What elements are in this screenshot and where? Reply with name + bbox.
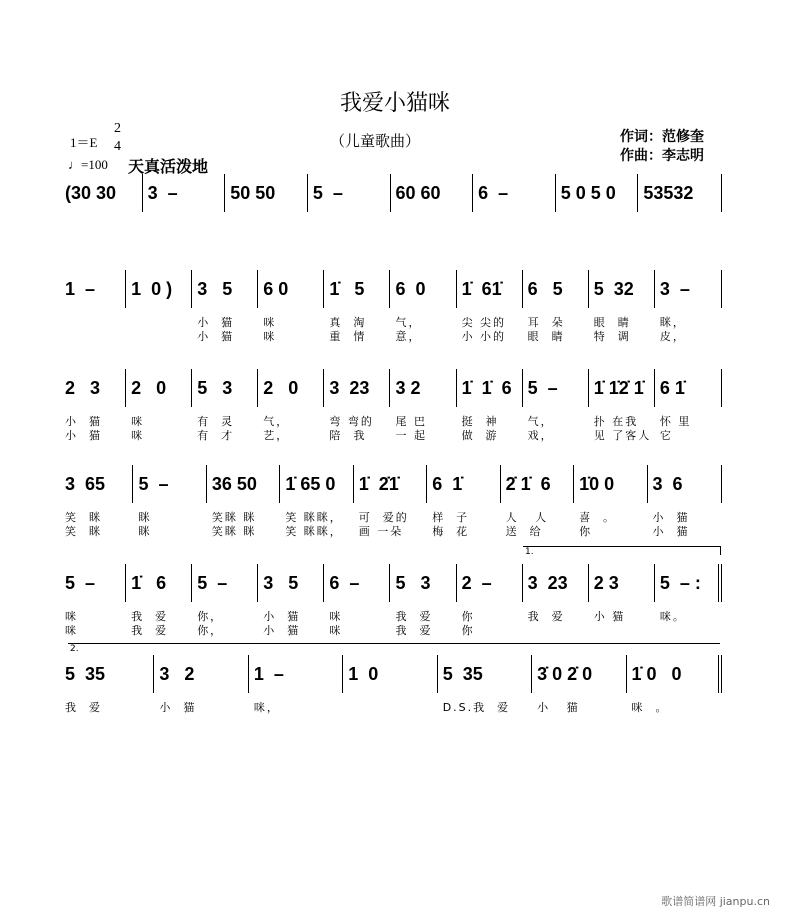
measure-notes: 5 – bbox=[527, 378, 558, 398]
lyric-verse-2: 戏， bbox=[527, 429, 554, 442]
lyric-verse-2: 意， bbox=[395, 330, 422, 343]
lyric-verse-2: 有 才 bbox=[197, 429, 235, 442]
staff-row bbox=[60, 174, 720, 212]
measure bbox=[224, 174, 307, 212]
measure bbox=[588, 270, 654, 343]
measure-notes: 5 0 5 0 bbox=[560, 183, 616, 203]
measure bbox=[60, 564, 125, 637]
measure-notes: 1 – bbox=[253, 664, 284, 684]
measure-notes: 2 3 bbox=[65, 378, 101, 398]
measure bbox=[389, 369, 455, 442]
lyric-verse-1: 咪 bbox=[263, 316, 277, 329]
measure-notes: 3 23 bbox=[527, 573, 568, 593]
measure-notes: 2 3 bbox=[593, 573, 619, 593]
lyric-verse-1: 小 猫 bbox=[65, 415, 102, 428]
lyric-verse-2: 小 猫 bbox=[65, 429, 102, 442]
measure-notes: 6 5 bbox=[527, 279, 563, 299]
measure-notes: 5 – bbox=[138, 474, 169, 494]
lyric-verse-1: 我 爱 bbox=[395, 610, 433, 623]
measure bbox=[132, 465, 205, 538]
lyric-verse-2: 咪 bbox=[65, 624, 78, 637]
measure-notes: 1̇ 1̇2̇ 1̇ bbox=[593, 378, 644, 398]
lyric-verse-2: 送 给 bbox=[505, 525, 543, 538]
lyric-verse-1: 气， bbox=[395, 316, 422, 329]
measure bbox=[588, 564, 654, 623]
lyric-verse-1: 咪， bbox=[253, 701, 280, 714]
lyric-verse-2: 眼 睛 bbox=[527, 330, 565, 343]
measure bbox=[248, 655, 342, 714]
measure bbox=[307, 174, 390, 212]
measure bbox=[60, 655, 153, 714]
measure-notes: 5 – : bbox=[659, 573, 701, 593]
lyricist: 作词：范修奎 bbox=[620, 129, 704, 145]
measure bbox=[390, 174, 473, 212]
lyric-verse-1: 样 子 bbox=[432, 511, 470, 524]
measure bbox=[60, 369, 125, 442]
lyric-verse-1: 我 爱 bbox=[65, 701, 102, 714]
volta-2: 2. bbox=[68, 643, 720, 654]
lyric-verse-2: 小 猫 bbox=[263, 624, 301, 637]
measure-notes: 3 2 bbox=[159, 664, 195, 684]
measure-notes: 6 0 bbox=[395, 279, 426, 299]
measure-notes: 6 0 bbox=[263, 279, 289, 299]
measure-notes: 5 35 bbox=[442, 664, 483, 684]
lyric-verse-1: 弯 弯的 bbox=[329, 415, 374, 428]
measure-notes: 5 32 bbox=[593, 279, 634, 299]
lyric-verse-2: 笑眯 眯 bbox=[211, 525, 257, 538]
measure bbox=[279, 465, 352, 538]
measure-notes: 60 60 bbox=[395, 183, 441, 203]
time-sig-bottom: 4 bbox=[114, 139, 121, 154]
key-signature: 1＝E bbox=[70, 135, 98, 150]
lyric-verse-2: 我 爱 bbox=[395, 624, 433, 637]
staff-row bbox=[60, 564, 720, 637]
measure bbox=[389, 564, 455, 637]
measure-notes: 3 2 bbox=[395, 378, 421, 398]
measure-notes: 1̇ 6 bbox=[131, 573, 167, 593]
measure bbox=[342, 655, 436, 693]
measure-notes: 6 – bbox=[478, 183, 509, 203]
measure-notes: 2 0 bbox=[263, 378, 299, 398]
measure bbox=[555, 174, 638, 212]
lyric-verse-1: 咪 bbox=[329, 610, 343, 623]
lyric-verse-1: 喜 。 bbox=[579, 511, 617, 524]
measure-notes: 5 3 bbox=[395, 573, 431, 593]
lyric-verse-1: 气， bbox=[527, 415, 554, 428]
measure-notes: 3 23 bbox=[329, 378, 370, 398]
barline bbox=[721, 270, 722, 308]
lyric-verse-1: 怀 里 bbox=[659, 415, 692, 428]
measure bbox=[637, 174, 720, 212]
measure bbox=[626, 655, 720, 714]
lyric-verse-1: 真 淘 bbox=[329, 316, 367, 329]
lyric-verse-2: 眯 bbox=[138, 525, 152, 538]
lyric-verse-2: 一 起 bbox=[395, 429, 427, 442]
measure-notes: 5 – bbox=[312, 183, 343, 203]
barline bbox=[718, 655, 722, 693]
lyric-verse-1: 眯 bbox=[138, 511, 152, 524]
lyric-verse-2: 我 爱 bbox=[131, 624, 169, 637]
measure-notes: 3 – bbox=[659, 279, 690, 299]
measure-notes: 5 – bbox=[197, 573, 228, 593]
measure bbox=[60, 465, 132, 538]
measure bbox=[654, 270, 720, 343]
measure-notes: (30 30 bbox=[65, 183, 117, 203]
lyric-verse-2: 咪 bbox=[263, 330, 277, 343]
tempo-marking: ♩=100 bbox=[68, 157, 108, 172]
lyric-verse-1: 尾 巴 bbox=[395, 415, 427, 428]
measure bbox=[125, 270, 191, 308]
lyric-verse-2: 你， bbox=[197, 624, 224, 637]
measure bbox=[437, 655, 531, 714]
measure bbox=[60, 270, 125, 308]
measure bbox=[60, 174, 142, 212]
barline bbox=[721, 174, 722, 212]
lyric-verse-1: 你 bbox=[461, 610, 475, 623]
staff-row bbox=[60, 655, 720, 714]
lyric-verse-1: 我 爱 bbox=[131, 610, 169, 623]
volta-1: 1. bbox=[523, 546, 721, 555]
measure-notes: 3 6 bbox=[652, 474, 683, 494]
measure bbox=[426, 465, 499, 538]
lyric-verse-1: 眯， bbox=[659, 316, 686, 329]
lyric-verse-1: 咪 。 bbox=[631, 701, 669, 714]
measure bbox=[647, 465, 720, 538]
staff-row bbox=[60, 270, 720, 343]
lyric-verse-2: 你 bbox=[579, 525, 593, 538]
lyric-verse-2: 咪 bbox=[329, 624, 343, 637]
lyric-verse-2: 画 一朵 bbox=[358, 525, 404, 538]
measure bbox=[125, 369, 191, 442]
song-title: 我爱小猫咪 bbox=[339, 91, 450, 116]
measure bbox=[522, 369, 588, 442]
measure-notes: 3̇ 0 2̇ 0 bbox=[537, 664, 593, 684]
measure bbox=[573, 465, 646, 538]
measure bbox=[206, 465, 279, 538]
lyric-verse-1: 有 灵 bbox=[197, 415, 235, 428]
lyric-verse-1: 小 猫 bbox=[593, 610, 626, 623]
lyric-verse-2: 小 小的 bbox=[461, 330, 507, 343]
lyric-verse-1: 挺 神 bbox=[461, 415, 499, 428]
measure-notes: 53532 bbox=[643, 183, 694, 203]
measure-notes: 1̇0 0 bbox=[579, 474, 615, 494]
lyric-verse-2: 小 猫 bbox=[197, 330, 235, 343]
measure-notes: 6 – bbox=[329, 573, 360, 593]
measure bbox=[257, 270, 323, 343]
barline bbox=[721, 369, 722, 407]
measure bbox=[654, 369, 720, 442]
measure-notes: 3 5 bbox=[263, 573, 299, 593]
measure bbox=[191, 369, 257, 442]
lyric-verse-2: 皮， bbox=[659, 330, 686, 343]
measure-notes: 3 65 bbox=[65, 474, 106, 494]
measure bbox=[588, 369, 654, 442]
lyric-verse-1: 咪。 bbox=[659, 610, 686, 623]
measure-notes: 1 – bbox=[65, 279, 96, 299]
staff-row bbox=[60, 465, 720, 538]
lyric-verse-1: 咪 bbox=[131, 415, 145, 428]
measure bbox=[472, 174, 555, 212]
lyric-verse-1: 小 猫 bbox=[263, 610, 301, 623]
lyric-verse-2: 做 游 bbox=[461, 429, 499, 442]
measure bbox=[257, 369, 323, 442]
lyric-verse-1: 小 猫 bbox=[537, 701, 580, 714]
lyric-verse-2: 重 情 bbox=[329, 330, 367, 343]
measure-notes: 50 50 bbox=[230, 183, 276, 203]
lyric-verse-1: 尖 尖的 bbox=[461, 316, 507, 329]
measure bbox=[531, 655, 625, 714]
lyric-verse-1: 扑 在我 bbox=[593, 415, 639, 428]
measure-notes: 5 3 bbox=[197, 378, 233, 398]
lyric-verse-2: 艺， bbox=[263, 429, 290, 442]
lyric-verse-1: 小 猫 bbox=[197, 316, 235, 329]
staff-row bbox=[60, 369, 720, 442]
lyric-verse-1: 咪 bbox=[65, 610, 78, 623]
measure-notes: 1̇ 65 0 bbox=[285, 474, 336, 494]
measure bbox=[191, 564, 257, 637]
lyric-verse-2: 陪 我 bbox=[329, 429, 367, 442]
lyric-verse-1: D.S.我 爱 bbox=[442, 701, 511, 714]
measure-notes: 5 35 bbox=[65, 664, 106, 684]
measure bbox=[323, 270, 389, 343]
measure-notes: 3 – bbox=[147, 183, 178, 203]
measure bbox=[142, 174, 225, 212]
lyric-verse-1: 笑 眯眯， bbox=[285, 511, 343, 524]
measure bbox=[456, 369, 522, 442]
measure-notes: 3 5 bbox=[197, 279, 233, 299]
lyric-verse-2: 见 了客人 bbox=[593, 429, 652, 442]
lyric-verse-1: 笑眯 眯 bbox=[211, 511, 257, 524]
lyric-verse-1: 小 猫 bbox=[159, 701, 197, 714]
barline bbox=[721, 465, 722, 503]
measure-notes: 1̇ 61̇ bbox=[461, 279, 502, 299]
watermark: 歌谱简谱网 jianpu.cn bbox=[661, 895, 770, 908]
lyric-verse-2: 它 bbox=[659, 429, 673, 442]
lyric-verse-2: 你 bbox=[461, 624, 475, 637]
lyric-verse-1: 气， bbox=[263, 415, 290, 428]
lyric-verse-2: 小 猫 bbox=[652, 525, 690, 538]
measure bbox=[522, 270, 588, 343]
lyric-verse-1: 笑 眯 bbox=[65, 511, 102, 524]
lyric-verse-2: 咪 bbox=[131, 429, 145, 442]
lyric-verse-2: 梅 花 bbox=[432, 525, 470, 538]
measure-notes: 1̇ 1̇ 6 bbox=[461, 378, 512, 398]
measure bbox=[153, 655, 247, 714]
time-sig-top: 2 bbox=[114, 121, 121, 136]
lyric-verse-1: 人 人 bbox=[505, 511, 549, 524]
measure-notes: 2 0 bbox=[131, 378, 167, 398]
lyric-verse-1: 我 爱 bbox=[527, 610, 565, 623]
measure-notes: 1̇ 2̇1̇ bbox=[358, 474, 399, 494]
measure bbox=[522, 564, 588, 623]
measure-notes: 2 – bbox=[461, 573, 492, 593]
measure bbox=[654, 564, 720, 623]
measure bbox=[389, 270, 455, 343]
lyric-verse-1: 你， bbox=[197, 610, 224, 623]
measure-notes: 1 0 ) bbox=[131, 279, 173, 299]
lyric-verse-1: 可 爱的 bbox=[358, 511, 409, 524]
lyric-verse-1: 小 猫 bbox=[652, 511, 690, 524]
measure-notes: 6 1̇ bbox=[659, 378, 685, 398]
measure bbox=[323, 369, 389, 442]
measure-notes: 36 50 bbox=[211, 474, 257, 494]
measure bbox=[125, 564, 191, 637]
measure bbox=[353, 465, 426, 538]
lyric-verse-1: 眼 睛 bbox=[593, 316, 631, 329]
composer: 作曲：李志明 bbox=[620, 148, 704, 164]
measure-notes: 1 0 bbox=[348, 664, 379, 684]
measure-notes: 2̇ 1̇ 6 bbox=[505, 474, 551, 494]
lyric-verse-2: 笑 眯眯， bbox=[285, 525, 343, 538]
measure bbox=[500, 465, 573, 538]
credits bbox=[620, 128, 704, 166]
measure bbox=[456, 564, 522, 637]
barline bbox=[718, 564, 722, 602]
measure bbox=[191, 270, 257, 343]
lyric-verse-2: 特 调 bbox=[593, 330, 631, 343]
measure bbox=[257, 564, 323, 637]
measure-notes: 5 – bbox=[65, 573, 96, 593]
measure bbox=[456, 270, 522, 343]
measure-notes: 1̇ 0 0 bbox=[631, 664, 682, 684]
time-signature bbox=[114, 120, 121, 156]
lyric-verse-2: 笑 眯 bbox=[65, 525, 102, 538]
song-genre: （儿童歌曲） bbox=[330, 132, 421, 150]
lyric-verse-1: 耳 朵 bbox=[527, 316, 565, 329]
measure-notes: 1̇ 5 bbox=[329, 279, 365, 299]
expression-marking: 天真活泼地 bbox=[128, 157, 209, 176]
measure-notes: 6 1̇ bbox=[432, 474, 463, 494]
measure bbox=[323, 564, 389, 637]
